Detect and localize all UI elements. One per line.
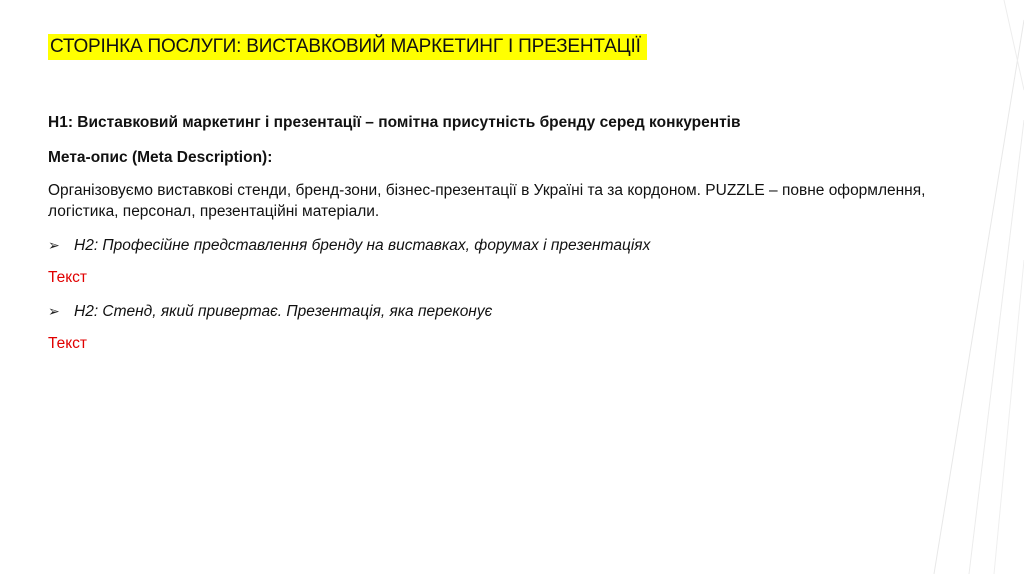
slide-content	[48, 112, 928, 367]
placeholder-text: Текст	[48, 269, 88, 286]
meta-description-text: Організовуємо виставкові стенди, бренд-зони, бізнес-презентації в Україні та за кордоном. PUZZLE – повне оформлення, логістика, персонал, презентаційні матеріали.	[48, 182, 926, 220]
h2-heading: H2: Стенд, який привертає. Презентація, яка переконує	[74, 303, 493, 320]
h2-item	[48, 301, 928, 322]
arrow-bullet-icon: ➢	[48, 237, 60, 253]
page-title: СТОРІНКА ПОСЛУГИ: ВИСТАВКОВИЙ МАРКЕТИНГ І ПРЕЗЕНТАЦІЇ	[48, 34, 647, 60]
h2-heading: H2: Професійне представлення бренду на виставках, форумах і презентаціях	[74, 237, 651, 254]
h2-item	[48, 235, 928, 256]
meta-description-label: Мета-опис (Meta Description):	[48, 149, 273, 166]
placeholder-text: Текст	[48, 335, 88, 352]
h1-heading: H1: Виставковий маркетинг і презентації – помітна присутність бренду серед конкурентів	[48, 114, 741, 131]
arrow-bullet-icon: ➢	[48, 303, 60, 319]
